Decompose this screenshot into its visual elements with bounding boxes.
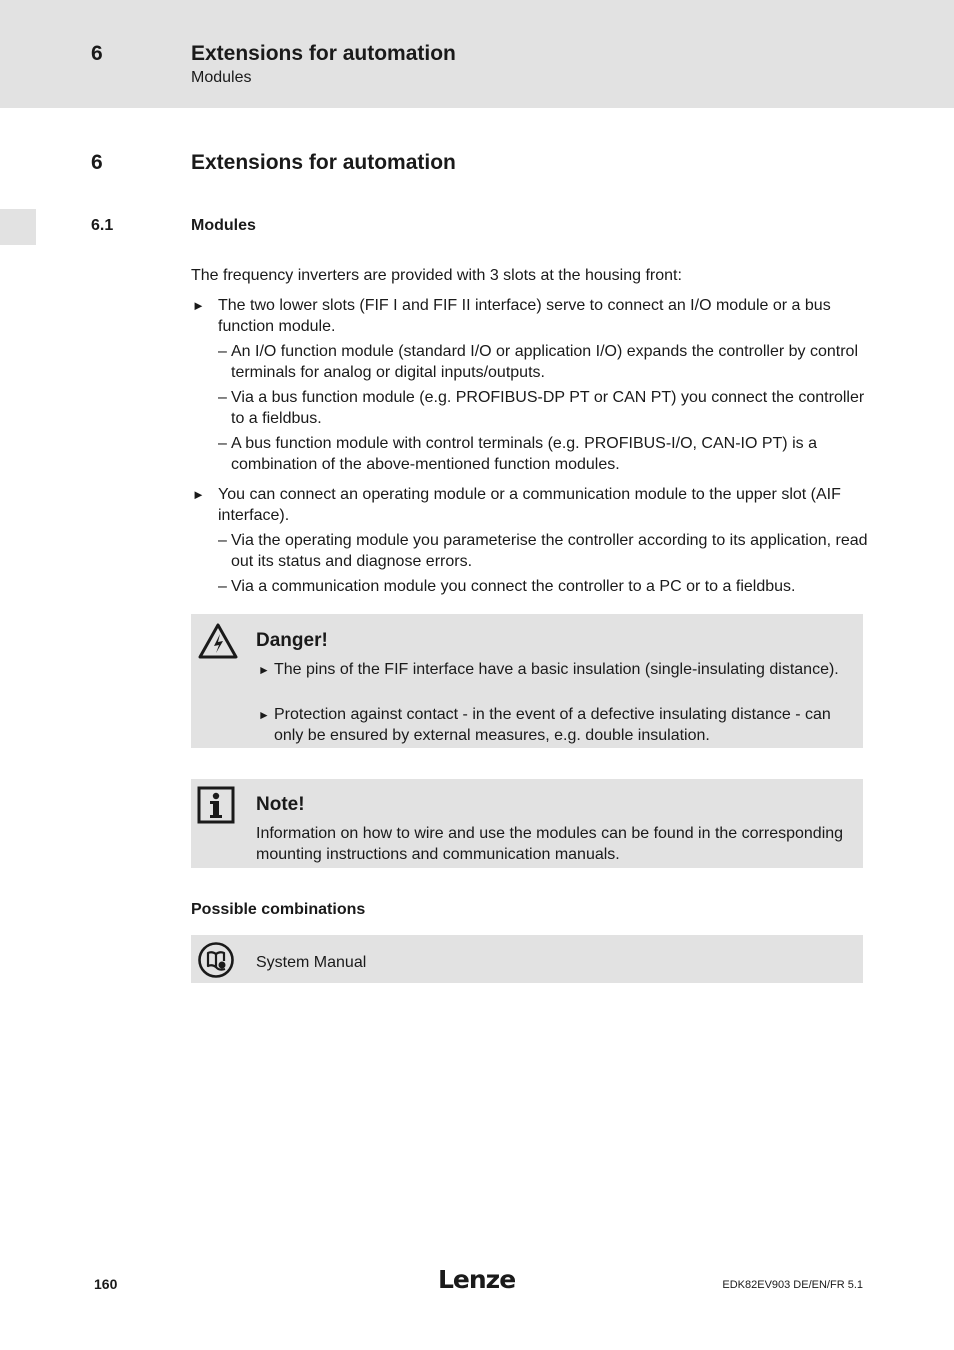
reference-box xyxy=(191,935,863,983)
reference-text: System Manual xyxy=(256,954,367,971)
info-icon xyxy=(197,786,235,829)
dash-marker: – xyxy=(218,578,227,595)
bullet-arrow-icon: ► xyxy=(192,298,205,313)
header-chapter-title: Extensions for automation xyxy=(191,42,456,65)
note-title: Note! xyxy=(256,794,305,815)
header-subtitle: Modules xyxy=(191,69,252,86)
header-band xyxy=(0,0,954,108)
bullet-item: The two lower slots (FIF I and FIF II interface) serve to connect an I/O module or a bus function module. xyxy=(218,297,831,335)
bullet-arrow-icon: ► xyxy=(258,708,270,722)
header-chapter-number: 6 xyxy=(91,42,103,65)
lenze-logo: Lenze xyxy=(438,1265,516,1294)
sub-bullet-item xyxy=(218,342,868,383)
dash-marker: – xyxy=(218,532,227,549)
combinations-heading: Possible combinations xyxy=(191,901,366,918)
danger-item: The pins of the FIF interface have a basic insulation (single-insulating distance). xyxy=(274,661,839,678)
sub-bullet-item xyxy=(218,434,868,475)
section-title: Extensions for automation xyxy=(191,151,456,174)
danger-title: Danger! xyxy=(256,630,328,651)
sub-bullet-text: A bus function module with control terminals (e.g. PROFIBUS-I/O, CAN-IO PT) is a combination of the above-mentioned function modules. xyxy=(231,435,817,473)
sub-bullet-item xyxy=(218,388,868,429)
high-voltage-warning-icon xyxy=(197,622,239,665)
sub-bullet-text: Via a communication module you connect the controller to a PC or to a fieldbus. xyxy=(231,578,796,595)
sub-bullet-text: Via a bus function module (e.g. PROFIBUS-DP PT or CAN PT) you connect the controller to a fieldbus. xyxy=(231,389,865,427)
sub-bullet-item xyxy=(218,577,868,598)
bullet-arrow-icon: ► xyxy=(258,663,270,677)
section-number: 6 xyxy=(91,151,103,174)
sub-bullet-text: An I/O function module (standard I/O or application I/O) expands the controller by control terminals for analog or digital inputs/outputs. xyxy=(231,343,858,381)
subsection-title: Modules xyxy=(191,217,256,234)
sub-bullet-text: Via the operating module you parameterise the controller according to its application, read out its status and diagnose errors. xyxy=(231,532,868,570)
dash-marker: – xyxy=(218,435,227,452)
note-text: Information on how to wire and use the modules can be found in the corresponding mounting instructions and communication manuals. xyxy=(256,825,844,863)
dash-marker: – xyxy=(218,389,227,406)
danger-item: Protection against contact - in the event of a defective insulating distance - can only be ensured by external measures, e.g. double insulation. xyxy=(274,706,831,744)
bullet-item: You can connect an operating module or a communication module to the upper slot (AIF interface). xyxy=(218,486,841,524)
subsection-number: 6.1 xyxy=(91,217,114,234)
document-reference: EDK82EV903 DE/EN/FR 5.1 xyxy=(722,1279,863,1291)
page-number: 160 xyxy=(94,1276,118,1292)
note-box xyxy=(191,779,863,868)
chapter-side-tab xyxy=(0,209,36,245)
intro-paragraph: The frequency inverters are provided with 3 slots at the housing front: xyxy=(191,267,682,284)
bullet-arrow-icon: ► xyxy=(192,487,205,502)
sub-bullet-item xyxy=(218,531,868,572)
manual-reference-icon xyxy=(197,941,235,984)
dash-marker: – xyxy=(218,343,227,360)
danger-box xyxy=(191,614,863,748)
